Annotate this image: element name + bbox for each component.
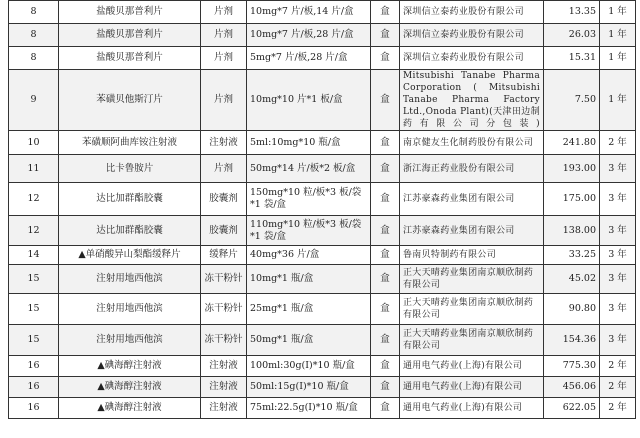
cell-price: 241.80 <box>544 131 600 155</box>
cell-price: 15.31 <box>544 47 600 70</box>
table-body <box>9 1 636 419</box>
cell-term: 2 年 <box>600 131 636 155</box>
cell-manufacturer: 深圳信立泰药业股份有限公司 <box>400 24 544 47</box>
cell-specification: 10mg*7 片/板,28 片/盒 <box>247 24 371 47</box>
cell-dosage-form: 片剂 <box>201 24 247 47</box>
drug-price-table <box>8 0 636 419</box>
cell-drug-name: 比卡鲁胺片 <box>59 155 201 183</box>
cell-package-unit: 盒 <box>371 47 400 70</box>
cell-dosage-form: 片剂 <box>201 70 247 131</box>
cell-manufacturer: 通用电气药业(上海)有限公司 <box>400 377 544 398</box>
cell-package-unit: 盒 <box>371 24 400 47</box>
cell-drug-name: 注射用地西他滨 <box>59 325 201 356</box>
cell-price: 775.30 <box>544 356 600 377</box>
cell-term: 1 年 <box>600 70 636 131</box>
cell-drug-name: ▲碘海醇注射液 <box>59 356 201 377</box>
cell-dosage-form: 冻干粉针 <box>201 325 247 356</box>
cell-specification: 50ml:15g(I)*10 瓶/盒 <box>247 377 371 398</box>
table-row <box>9 131 636 155</box>
cell-serial-number: 9 <box>9 70 59 131</box>
cell-package-unit: 盒 <box>371 131 400 155</box>
cell-term: 3 年 <box>600 216 636 246</box>
cell-specification: 25mg*1 瓶/盒 <box>247 294 371 325</box>
cell-term: 1 年 <box>600 1 636 24</box>
cell-dosage-form: 缓释片 <box>201 246 247 265</box>
cell-manufacturer: 通用电气药业(上海)有限公司 <box>400 356 544 377</box>
cell-dosage-form: 冻干粉针 <box>201 294 247 325</box>
cell-serial-number: 10 <box>9 131 59 155</box>
cell-package-unit: 盒 <box>371 246 400 265</box>
cell-specification: 100ml:30g(I)*10 瓶/盒 <box>247 356 371 377</box>
cell-manufacturer: 正大天晴药业集团南京顺欣制药有限公司 <box>400 294 544 325</box>
cell-term: 1 年 <box>600 47 636 70</box>
table-row <box>9 70 636 131</box>
cell-serial-number: 15 <box>9 265 59 294</box>
cell-drug-name: ▲碘海醇注射液 <box>59 377 201 398</box>
cell-specification: 50mg*1 瓶/盒 <box>247 325 371 356</box>
cell-dosage-form: 片剂 <box>201 47 247 70</box>
cell-price: 138.00 <box>544 216 600 246</box>
cell-specification: 150mg*10 粒/板*3 板/袋*1 袋/盒 <box>247 183 371 216</box>
cell-serial-number: 16 <box>9 398 59 419</box>
cell-term: 3 年 <box>600 183 636 216</box>
cell-serial-number: 14 <box>9 246 59 265</box>
cell-specification: 10mg*7 片/板,14 片/盒 <box>247 1 371 24</box>
cell-term: 3 年 <box>600 265 636 294</box>
cell-price: 45.02 <box>544 265 600 294</box>
cell-specification: 10mg*10 片*1 板/盒 <box>247 70 371 131</box>
cell-drug-name: ▲单硝酸异山梨酯缓释片 <box>59 246 201 265</box>
price-table-wrapper <box>8 0 635 419</box>
cell-manufacturer: 鲁南贝特制药有限公司 <box>400 246 544 265</box>
table-row <box>9 183 636 216</box>
cell-dosage-form: 注射液 <box>201 398 247 419</box>
cell-manufacturer: 深圳信立泰药业股份有限公司 <box>400 1 544 24</box>
cell-price: 456.06 <box>544 377 600 398</box>
cell-term: 2 年 <box>600 398 636 419</box>
table-row <box>9 377 636 398</box>
cell-drug-name: 注射用地西他滨 <box>59 294 201 325</box>
cell-dosage-form: 注射液 <box>201 131 247 155</box>
cell-price: 154.36 <box>544 325 600 356</box>
cell-drug-name: 苯磺顺阿曲库铵注射液 <box>59 131 201 155</box>
cell-term: 3 年 <box>600 325 636 356</box>
cell-dosage-form: 片剂 <box>201 1 247 24</box>
cell-drug-name: 达比加群酯胶囊 <box>59 216 201 246</box>
cell-serial-number: 12 <box>9 216 59 246</box>
cell-dosage-form: 注射液 <box>201 356 247 377</box>
cell-manufacturer: 浙江海正药业股份有限公司 <box>400 155 544 183</box>
table-row <box>9 216 636 246</box>
cell-price: 13.35 <box>544 1 600 24</box>
cell-package-unit: 盒 <box>371 377 400 398</box>
cell-price: 193.00 <box>544 155 600 183</box>
cell-drug-name: 苯磺贝他斯汀片 <box>59 70 201 131</box>
cell-package-unit: 盒 <box>371 265 400 294</box>
cell-drug-name: 盐酸贝那普利片 <box>59 24 201 47</box>
cell-serial-number: 12 <box>9 183 59 216</box>
cell-dosage-form: 胶囊剂 <box>201 183 247 216</box>
cell-specification: 40mg*36 片/盒 <box>247 246 371 265</box>
cell-manufacturer: 江苏豪森药业集团有限公司 <box>400 216 544 246</box>
cell-dosage-form: 胶囊剂 <box>201 216 247 246</box>
cell-manufacturer: 江苏豪森药业集团有限公司 <box>400 183 544 216</box>
cell-term: 3 年 <box>600 155 636 183</box>
cell-drug-name: 达比加群酯胶囊 <box>59 183 201 216</box>
cell-package-unit: 盒 <box>371 70 400 131</box>
cell-package-unit: 盒 <box>371 216 400 246</box>
cell-manufacturer: 正大天晴药业集团南京顺欣制药有限公司 <box>400 265 544 294</box>
cell-specification: 10mg*1 瓶/盒 <box>247 265 371 294</box>
cell-serial-number: 8 <box>9 47 59 70</box>
cell-price: 622.05 <box>544 398 600 419</box>
cell-manufacturer: Mitsubishi Tanabe Pharma Corporation ( Mitsubishi Tanabe Pharma Factory Ltd.,Onoda Plant)(天津田边制药有限公司分包装) <box>400 70 544 131</box>
table-row <box>9 325 636 356</box>
cell-specification: 75ml:22.5g(I)*10 瓶/盒 <box>247 398 371 419</box>
cell-specification: 5mg*7 片/板,28 片/盒 <box>247 47 371 70</box>
cell-manufacturer: 南京健友生化制药股份有限公司 <box>400 131 544 155</box>
cell-serial-number: 8 <box>9 24 59 47</box>
table-row <box>9 294 636 325</box>
cell-package-unit: 盒 <box>371 155 400 183</box>
cell-drug-name: 注射用地西他滨 <box>59 265 201 294</box>
cell-specification: 5ml:10mg*10 瓶/盒 <box>247 131 371 155</box>
cell-term: 1 年 <box>600 24 636 47</box>
cell-dosage-form: 注射液 <box>201 377 247 398</box>
cell-dosage-form: 冻干粉针 <box>201 265 247 294</box>
table-row <box>9 47 636 70</box>
cell-drug-name: 盐酸贝那普利片 <box>59 47 201 70</box>
cell-term: 2 年 <box>600 377 636 398</box>
cell-drug-name: 盐酸贝那普利片 <box>59 1 201 24</box>
cell-price: 7.50 <box>544 70 600 131</box>
cell-specification: 110mg*10 粒/板*3 板/袋*1 袋/盒 <box>247 216 371 246</box>
cell-price: 175.00 <box>544 183 600 216</box>
cell-price: 33.25 <box>544 246 600 265</box>
cell-package-unit: 盒 <box>371 1 400 24</box>
cell-package-unit: 盒 <box>371 356 400 377</box>
cell-price: 26.03 <box>544 24 600 47</box>
cell-serial-number: 11 <box>9 155 59 183</box>
cell-manufacturer: 正大天晴药业集团南京顺欣制药有限公司 <box>400 325 544 356</box>
cell-dosage-form: 片剂 <box>201 155 247 183</box>
table-row <box>9 24 636 47</box>
cell-serial-number: 15 <box>9 294 59 325</box>
cell-package-unit: 盒 <box>371 398 400 419</box>
cell-term: 2 年 <box>600 356 636 377</box>
cell-term: 3 年 <box>600 294 636 325</box>
table-row <box>9 155 636 183</box>
cell-package-unit: 盒 <box>371 183 400 216</box>
cell-term: 3 年 <box>600 246 636 265</box>
table-row <box>9 1 636 24</box>
cell-manufacturer: 深圳信立泰药业股份有限公司 <box>400 47 544 70</box>
table-row <box>9 356 636 377</box>
cell-package-unit: 盒 <box>371 325 400 356</box>
cell-price: 90.80 <box>544 294 600 325</box>
cell-drug-name: ▲碘海醇注射液 <box>59 398 201 419</box>
table-row <box>9 246 636 265</box>
cell-specification: 50mg*14 片/板*2 板/盒 <box>247 155 371 183</box>
cell-serial-number: 16 <box>9 356 59 377</box>
cell-package-unit: 盒 <box>371 294 400 325</box>
cell-serial-number: 15 <box>9 325 59 356</box>
table-row <box>9 265 636 294</box>
cell-serial-number: 16 <box>9 377 59 398</box>
cell-serial-number: 8 <box>9 1 59 24</box>
cell-manufacturer: 通用电气药业(上海)有限公司 <box>400 398 544 419</box>
table-row <box>9 398 636 419</box>
